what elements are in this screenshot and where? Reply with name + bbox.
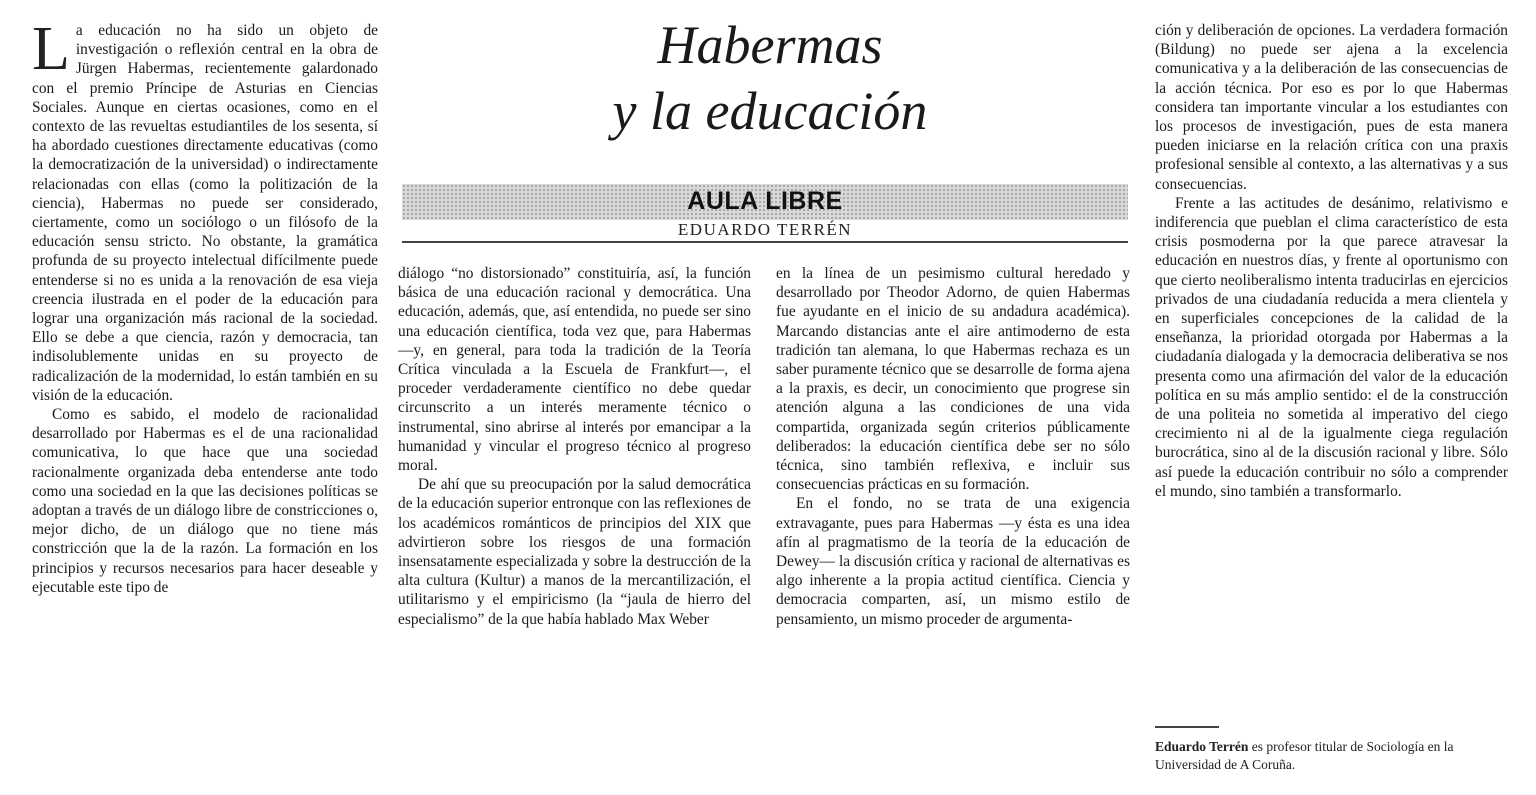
article-column-2 xyxy=(398,264,751,629)
paragraph: De ahí que su preocupación por la salud democrática de la educación superior entronque con las reflexiones de los académicos románticos de principios del XIX que advirtieron sobre los riesgos de una formación insensatamente especializada y sobre la destrucción de la alta cultura (Kultur) a manos de la mercantilización, el utilitarismo y el empiricismo (la “jaula de hierro del especialismo” de la que había hablado Max Weber xyxy=(398,476,751,628)
paragraph: Como es sabido, el modelo de racionalidad desarrollado por Habermas es el de una racionalidad comunicativa, lo que hace que una sociedad racionalmente organizada deba entenderse ante todo como una sociedad en la que las decisiones políticas se adoptan a través de un diálogo libre de constricciones o, mejor dicho, de un diálogo que no tiene más constricción que la de la razón. La formación en los principios y recursos necesarios para hacer deseable y ejecutable este tipo de xyxy=(32,406,378,596)
paragraph: Frente a las actitudes de desánimo, relativismo e indiferencia que pueblan el clima característico de esta crisis posmoderna por la que parece atravesar la educación en nuestros días, y frente al oportunismo con que cierto neoliberalismo intenta traducirlas en ejercicios privados de una ciudadanía reducida a mera clientela y en superficiales concepciones de la calidad de la enseñanza, la prioridad otorgada por Habermas a la ciudadanía dialogada y la democracia deliberativa se nos presenta como una afirmación del valor de la educación política en su más amplio sentido: el de la construcción de una politeia no sometida al imperativo del ciego crecimiento ni al de la igualmente ciega regulación burocrática, sino al de la discusión racional y libre. Sólo así puede la educación contribuir no sólo a comprender el mundo, sino también a transformarlo. xyxy=(1155,194,1508,500)
drop-cap: L xyxy=(32,15,70,83)
paragraph-text: a educación no ha sido un objeto de investigación o reflexión central en la obra de Jürgen Habermas, recientemente galardonado con el premio Príncipe de Asturias en Ciencias Sociales. Aunque en ciertas ocasiones, como en el contexto de las revueltas estudiantiles de los sesenta, sí ha abordado cuestiones directamente educativas (como la democratización de la universidad) o indirectamente relacionadas con ellas (como la politización de la ciencia), Habermas no puede ser considerado, ciertamente, como un sociólogo o un filósofo de la educación sensu stricto. No obstante, la gramática profunda de su proyecto intelectual difícilmente puede entenderse si no es unida a la renovación de esa vieja creencia ilustrada en el poder de la educación para lograr una organización más racional de la sociedad. Ello se debe a que ciencia, razón y democracia, tan indisolublemente unidas en su proyecto de radicalización de la modernidad, lo están también en su visión de la educación. xyxy=(32,22,378,404)
paragraph: diálogo “no distorsionado” constituiría, así, la función básica de una educación racional y democrática. Una educación, además, que, así entendida, no puede ser sino una educación científica, toda vez que, para Habermas —y, en general, para toda la tradición de la Teoría Crítica vinculada a la Escuela de Frankfurt—, el proceder verdaderamente científico no debe quedar circunscrito a un interés meramente técnico o instrumental, sino abrirse al interés por emancipar a la humanidad y vincular el progreso técnico al progreso moral. xyxy=(398,265,751,475)
byline-rule xyxy=(402,241,1128,243)
author-note-text: es profesor titular de Sociología en la Universidad de A Coruña. xyxy=(1155,739,1454,772)
article-column-3 xyxy=(776,264,1130,629)
headline-line-2: y la educación xyxy=(612,81,928,141)
author-note-rule xyxy=(1155,726,1219,728)
headline-line-1: Habermas xyxy=(657,15,883,75)
author-note-name: Eduardo Terrén xyxy=(1155,739,1249,754)
article-column-4 xyxy=(1155,21,1508,501)
paragraph: ción y deliberación de opciones. La verdadera formación (Bildung) no puede ser ajena a la excelencia comunicativa y a la deliberación de las consecuencias de la acción técnica. Por eso es por lo que Habermas considera tan importante vincular a los estudiantes con los procesos de investigación, pues de esta manera pueden iniciarse en la relación crítica con una praxis profesional sensible al contexto, a las alternativas y a sus consecuencias. xyxy=(1155,22,1508,193)
byline-author: EDUARDO TERRÉN xyxy=(677,220,853,239)
paragraph: en la línea de un pesimismo cultural heredado y desarrollado por Theodor Adorno, de quien Habermas fue ayudante en el inicio de su andadura académica). Marcando distancias ante el aire antimoderno de esta tradición tan alemana, lo que Habermas rechaza es un saber puramente técnico que se desarrolle de forma ajena a la praxis, es decir, un conocimiento que progrese sin atención alguna a las condiciones de una vida compartida, organizada según criterios públicamente deliberados: la educación científica debe ser no sólo técnica, sino también reflexiva, e incluir sus consecuencias prácticas en su formación. xyxy=(776,265,1130,494)
paragraph: En el fondo, no se trata de una exigencia extravagante, pues para Habermas —y ésta es una idea afín al pragmatismo de la teoría de la educación de Dewey— la discusión crítica y racional de alternativas es algo inherente a la propia actitud científica. Ciencia y democracia comparten, así, un mismo estilo de pensamiento, un mismo proceder de argumenta- xyxy=(776,495,1130,628)
article-column-1 xyxy=(32,15,378,597)
author-note xyxy=(1155,738,1515,774)
paragraph xyxy=(32,15,378,405)
article-headline xyxy=(500,12,1040,144)
section-label: AULA LIBRE xyxy=(687,187,843,215)
